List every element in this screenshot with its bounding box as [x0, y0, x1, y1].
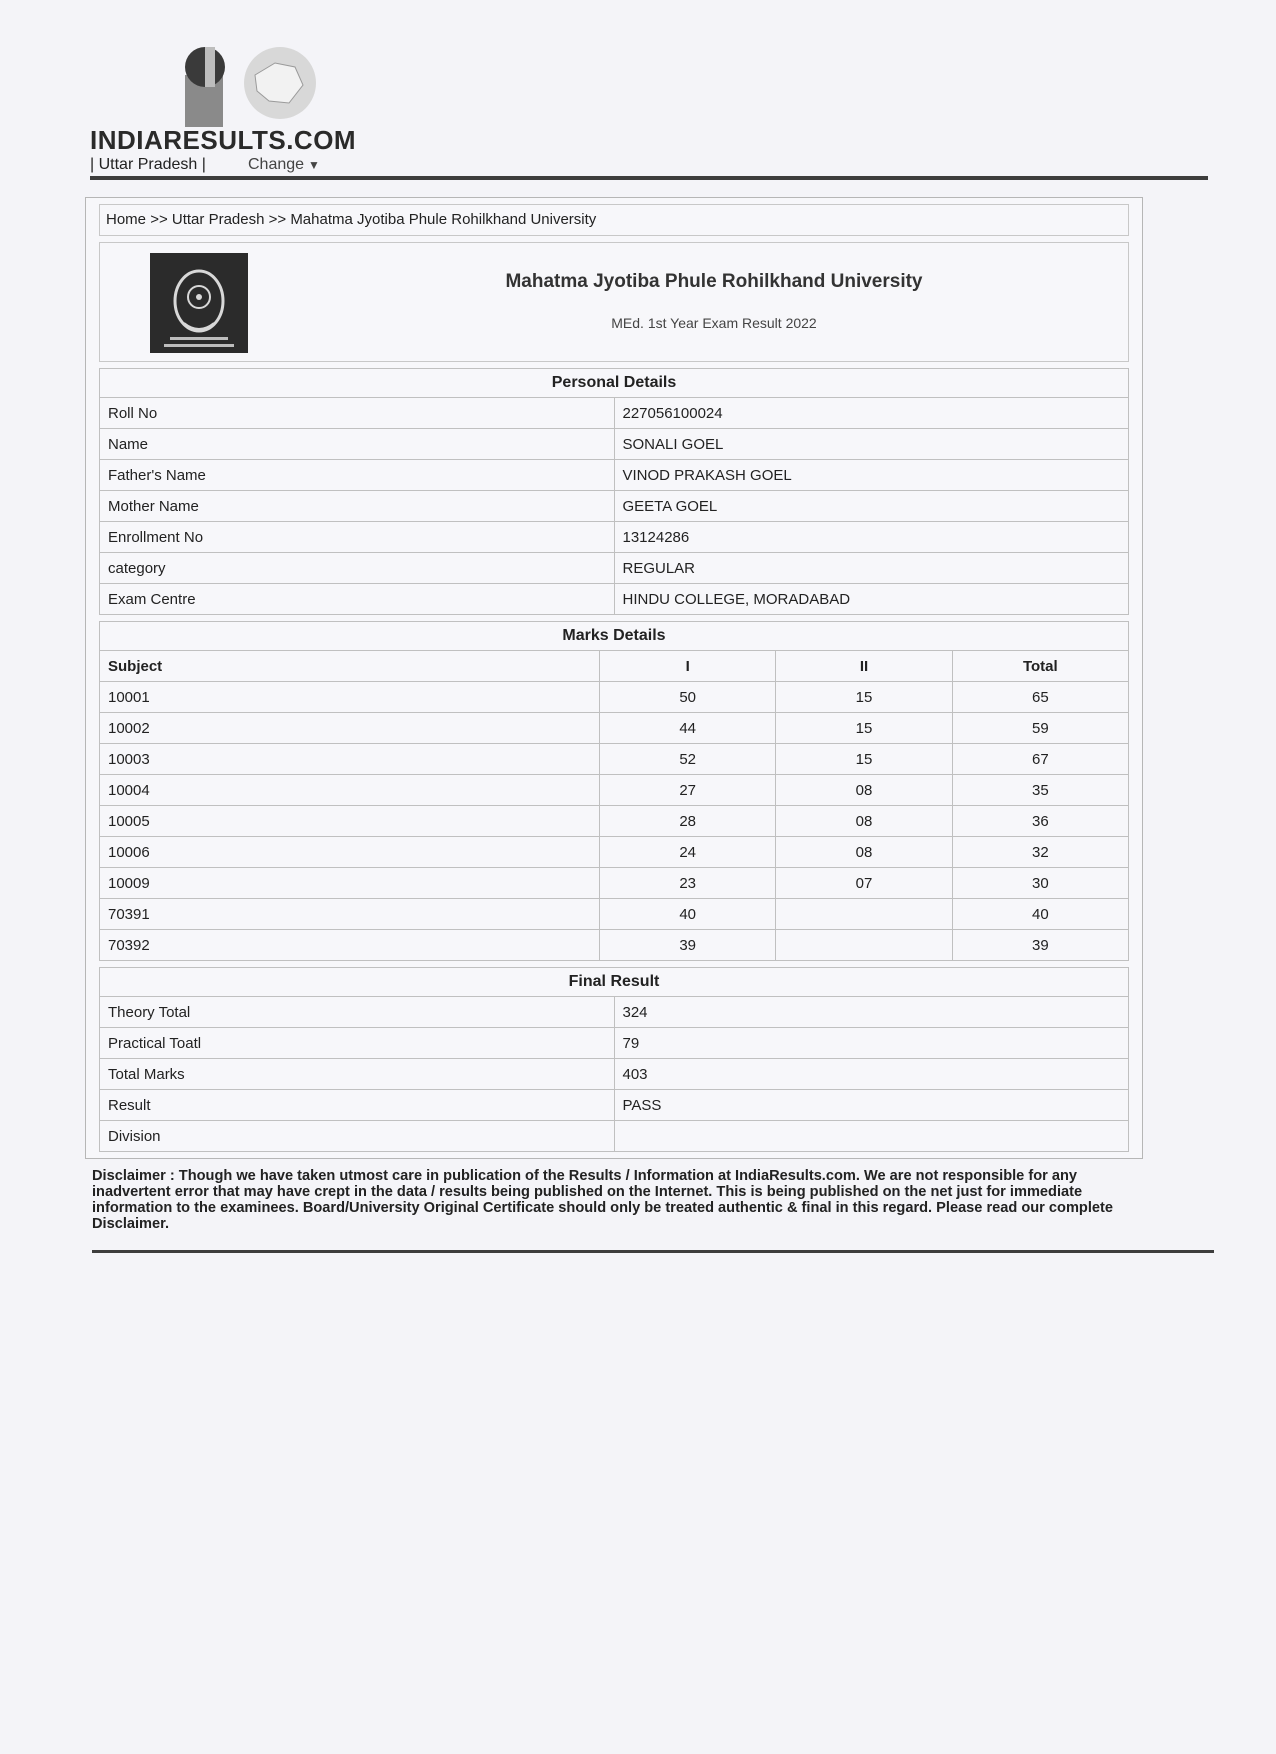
subject-code: 70392: [100, 930, 600, 961]
subject-code: 10003: [100, 744, 600, 775]
table-row: [100, 837, 1129, 868]
table-row: [100, 522, 1129, 553]
exam-title: MEd. 1st Year Exam Result 2022: [611, 315, 817, 331]
subject-code: 10005: [100, 806, 600, 837]
paper-2-marks: 08: [776, 837, 952, 868]
subject-code: 10009: [100, 868, 600, 899]
breadcrumb: [99, 204, 1129, 236]
column-header: Total: [952, 651, 1128, 682]
field-label: Name: [100, 429, 615, 460]
indiaresults-logo-icon: [185, 45, 325, 127]
mother-name-value: GEETA GOEL: [614, 491, 1129, 522]
result-value: PASS: [614, 1090, 1129, 1121]
breadcrumb-university[interactable]: Mahatma Jyotiba Phule Rohilkhand University: [290, 211, 597, 228]
paper-1-marks: 27: [600, 775, 776, 806]
enrollment-no-value: 13124286: [614, 522, 1129, 553]
field-label: Practical Toatl: [100, 1028, 615, 1059]
table-row: [100, 460, 1129, 491]
father-name-value: VINOD PRAKASH GOEL: [614, 460, 1129, 491]
table-row: [100, 398, 1129, 429]
field-label: Roll No: [100, 398, 615, 429]
breadcrumb-home[interactable]: Home: [106, 211, 147, 228]
total-marks: 39: [952, 930, 1128, 961]
subject-code: 10001: [100, 682, 600, 713]
paper-1-marks: 40: [600, 899, 776, 930]
personal-details-table: [99, 368, 1129, 615]
chevron-down-icon: ▼: [308, 158, 320, 172]
total-marks: 40: [952, 899, 1128, 930]
paper-1-marks: 39: [600, 930, 776, 961]
breadcrumb-separator: >>: [268, 211, 287, 228]
result-container: [85, 197, 1143, 1159]
total-marks: 65: [952, 682, 1128, 713]
header-divider: [90, 176, 1208, 180]
footer-divider: [92, 1250, 1214, 1253]
table-row: [100, 930, 1129, 961]
paper-2-marks: 08: [776, 806, 952, 837]
table-row: [100, 1028, 1129, 1059]
breadcrumb-separator: >>: [150, 211, 168, 228]
table-row: [100, 868, 1129, 899]
paper-2-marks: 07: [776, 868, 952, 899]
field-label: Enrollment No: [100, 522, 615, 553]
section-heading: Final Result: [100, 968, 1129, 997]
table-row: [100, 553, 1129, 584]
total-marks: 35: [952, 775, 1128, 806]
subject-code: 10002: [100, 713, 600, 744]
exam-centre-value: HINDU COLLEGE, MORADABAD: [614, 584, 1129, 615]
column-header: I: [600, 651, 776, 682]
region-label: | Uttar Pradesh |: [90, 156, 206, 173]
table-row: [100, 775, 1129, 806]
paper-2-marks: 15: [776, 682, 952, 713]
division-value: [614, 1121, 1129, 1152]
table-row: [100, 682, 1129, 713]
paper-1-marks: 50: [600, 682, 776, 713]
paper-2-marks: 15: [776, 713, 952, 744]
field-label: Result: [100, 1090, 615, 1121]
total-marks: 32: [952, 837, 1128, 868]
paper-2-marks: 15: [776, 744, 952, 775]
theory-total-value: 324: [614, 997, 1129, 1028]
practical-total-value: 79: [614, 1028, 1129, 1059]
table-header-row: [100, 651, 1129, 682]
table-row: [100, 1121, 1129, 1152]
paper-1-marks: 24: [600, 837, 776, 868]
field-label: Mother Name: [100, 491, 615, 522]
column-header: II: [776, 651, 952, 682]
name-value: SONALI GOEL: [614, 429, 1129, 460]
subject-code: 10006: [100, 837, 600, 868]
site-header: [90, 45, 357, 175]
change-label: Change: [248, 156, 305, 173]
final-result-table: [99, 967, 1129, 1152]
paper-1-marks: 44: [600, 713, 776, 744]
category-value: REGULAR: [614, 553, 1129, 584]
table-row: [100, 429, 1129, 460]
total-marks: 59: [952, 713, 1128, 744]
table-row: [100, 584, 1129, 615]
university-header: [99, 242, 1129, 362]
table-row: [100, 491, 1129, 522]
field-label: Father's Name: [100, 460, 615, 491]
section-heading: Marks Details: [100, 622, 1129, 651]
field-label: Total Marks: [100, 1059, 615, 1090]
total-marks-value: 403: [614, 1059, 1129, 1090]
table-row: [100, 899, 1129, 930]
table-row: [100, 997, 1129, 1028]
marks-details-table: [99, 621, 1129, 961]
brand-name[interactable]: INDIARESULTS.COM: [90, 125, 357, 155]
table-row: [100, 744, 1129, 775]
paper-2-marks: [776, 899, 952, 930]
subject-code: 10004: [100, 775, 600, 806]
table-row: [100, 1059, 1129, 1090]
field-label: Theory Total: [100, 997, 615, 1028]
subject-code: 70391: [100, 899, 600, 930]
table-row: [100, 806, 1129, 837]
change-region-button[interactable]: [248, 156, 320, 174]
paper-1-marks: 28: [600, 806, 776, 837]
table-row: [100, 713, 1129, 744]
column-header: Subject: [100, 651, 600, 682]
paper-2-marks: 08: [776, 775, 952, 806]
disclaimer-text: Disclaimer : Though we have taken utmost care in publication of the Results / Information at IndiaResults.com. We are not responsible for any inadvertent error that may have crept in the data / results being published on the Internet. This is being published on the net just for immediate information to the examinees. Board/University Original Certificate should only be treated authentic & final in this regard. Please read our complete Disclaimer.: [92, 1168, 1113, 1232]
roll-no-value: 227056100024: [614, 398, 1129, 429]
total-marks: 36: [952, 806, 1128, 837]
paper-1-marks: 52: [600, 744, 776, 775]
table-row: [100, 1090, 1129, 1121]
total-marks: 30: [952, 868, 1128, 899]
field-label: category: [100, 553, 615, 584]
university-name: Mahatma Jyotiba Phule Rohilkhand University: [505, 271, 923, 292]
field-label: Division: [100, 1121, 615, 1152]
total-marks: 67: [952, 744, 1128, 775]
paper-2-marks: [776, 930, 952, 961]
field-label: Exam Centre: [100, 584, 615, 615]
paper-1-marks: 23: [600, 868, 776, 899]
breadcrumb-state[interactable]: Uttar Pradesh: [171, 211, 265, 228]
university-emblem-icon: [150, 253, 248, 353]
section-heading: Personal Details: [100, 369, 1129, 398]
